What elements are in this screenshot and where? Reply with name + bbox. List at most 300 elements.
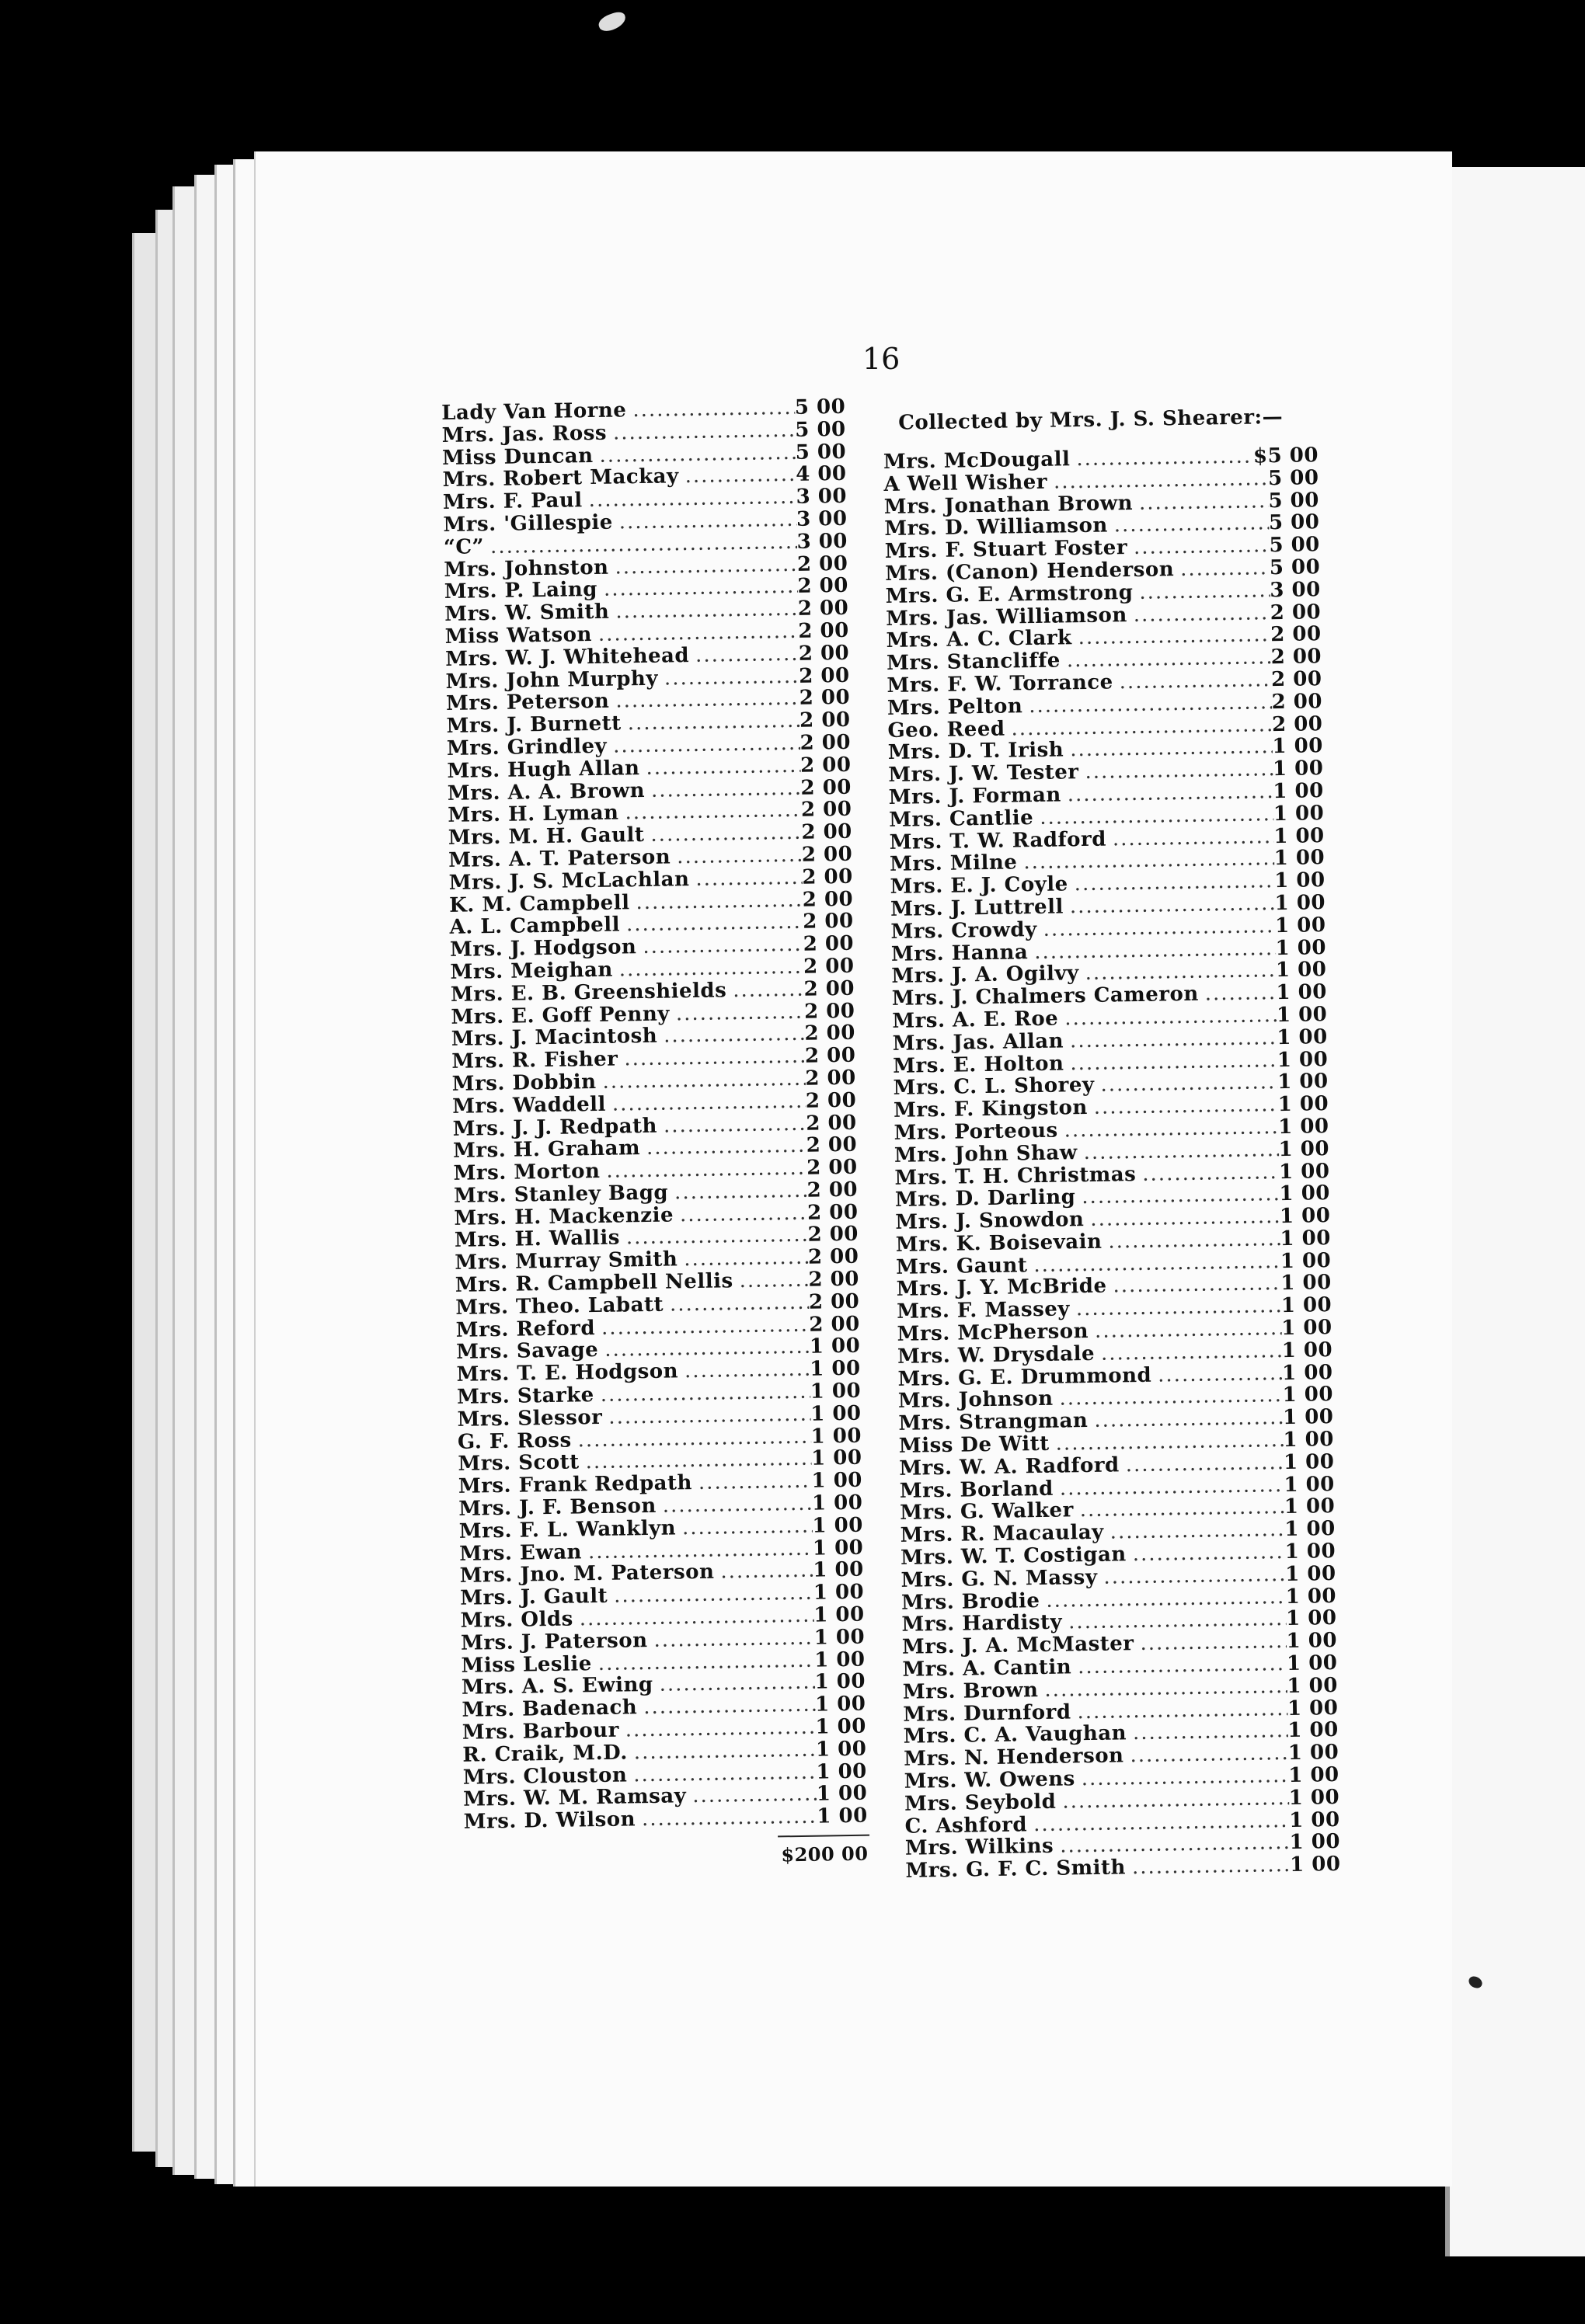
left-total: $200 00 [781, 1842, 869, 1867]
donor-name: Mrs. D. T. Irish [887, 738, 1064, 765]
donation-amount: 1 00 [1280, 1271, 1332, 1296]
donor-name: Mrs. W. M. Ramsay [463, 1784, 687, 1812]
leader-dots [1136, 1160, 1279, 1186]
donation-amount: 3 00 [796, 506, 848, 531]
donation-amount: 1 00 [810, 1356, 861, 1381]
donation-amount: 1 00 [1272, 757, 1324, 781]
donor-name: Mrs. D. Wilson [463, 1807, 636, 1834]
donor-name: Mrs. Durnford [903, 1700, 1071, 1727]
donor-name: Mrs. G. F. C. Smith [905, 1856, 1127, 1883]
donor-name: Mrs. R. Campbell Nellis [455, 1269, 733, 1297]
donation-amount: 2 00 [796, 551, 848, 576]
donation-amount: 1 00 [1277, 1114, 1329, 1139]
donor-name: A. L. Campbell [449, 913, 621, 940]
donation-amount: 1 00 [1283, 1449, 1335, 1474]
leader-dots [670, 1000, 805, 1025]
donation-amount: 1 00 [1277, 1092, 1329, 1117]
leader-dots [668, 1179, 807, 1205]
donor-name: Mrs. Jas. Williamson [885, 603, 1127, 631]
donation-amount: 2 00 [804, 1021, 856, 1046]
donor-name: Mrs. T. W. Radford [889, 827, 1107, 854]
donation-amount: 1 00 [1279, 1181, 1331, 1206]
donor-name: Mrs. C. L. Shorey [893, 1073, 1095, 1101]
donor-name: C. Ashford [904, 1812, 1028, 1839]
donation-amount: 1 00 [1280, 1226, 1332, 1251]
leader-dots [644, 821, 801, 847]
leader-dots [1108, 512, 1270, 538]
donation-amount: 2 00 [799, 708, 851, 732]
donation-amount: 2 00 [1270, 667, 1322, 692]
donation-amount: 2 00 [1270, 600, 1322, 624]
donation-amount: 4 00 [795, 462, 847, 487]
donation-amount: 1 00 [1287, 1741, 1339, 1766]
donor-name: Mrs. Hanna [890, 940, 1029, 966]
donation-amount: 1 00 [1275, 935, 1327, 960]
donor-name: Mrs. W. A. Radford [899, 1453, 1120, 1480]
donor-name: Mrs. Hardisty [901, 1611, 1063, 1637]
donation-amount: 1 00 [1287, 1696, 1339, 1720]
donor-name: Mrs. H. Lyman [448, 801, 619, 828]
donation-amount: $5 00 [1252, 444, 1319, 468]
donation-amount: 1 00 [1282, 1405, 1334, 1430]
leader-dots [678, 463, 796, 488]
leader-dots [689, 866, 802, 891]
donor-name: Mrs. Badenach [462, 1696, 638, 1723]
donor-name: Mrs. Jas. Allan [892, 1029, 1064, 1056]
leader-dots [714, 1559, 813, 1584]
donation-amount: 5 00 [794, 395, 846, 419]
donor-name: Mrs. Brown [902, 1678, 1039, 1704]
donation-amount: 2 00 [806, 1200, 859, 1225]
donor-name: Mrs. Clouston [462, 1763, 628, 1790]
leader-dots [653, 1671, 815, 1696]
donor-name: Mrs. D. Darling [894, 1185, 1076, 1212]
donor-name: Mrs. T. E. Hodgson [456, 1359, 679, 1387]
donation-amount: 5 00 [1269, 555, 1321, 580]
donor-name: Mrs. Johnston [444, 555, 609, 582]
donation-amount: 1 00 [1278, 1159, 1330, 1184]
donation-amount: 2 00 [809, 1312, 860, 1337]
donor-name: Mrs. Starke [456, 1383, 594, 1409]
donor-name: Mrs. Frank Redpath [458, 1471, 693, 1499]
donation-amount: 1 00 [812, 1536, 864, 1560]
donor-name: Mrs. M. H. Gault [448, 823, 645, 851]
donor-name: Mrs. T. H. Christmas [894, 1162, 1137, 1190]
donation-amount: 1 00 [1273, 846, 1325, 871]
donor-name: Mrs. F. W. Torrance [887, 670, 1113, 698]
donation-amount: 2 00 [803, 954, 855, 979]
donation-amount: 1 00 [1275, 958, 1327, 983]
donation-amount: 1 00 [812, 1513, 864, 1538]
left-donor-rows [441, 395, 868, 1833]
donor-name: Mrs. Crowdy [890, 917, 1037, 944]
donation-amount: 1 00 [1277, 1070, 1329, 1094]
donor-name: Mrs. John Shaw [894, 1140, 1078, 1167]
leader-dots [657, 1112, 806, 1137]
donation-amount: 1 00 [1282, 1383, 1334, 1407]
donor-name: Mrs. J. Paterson [460, 1628, 648, 1655]
donation-amount: 2 00 [806, 1111, 857, 1136]
donation-amount: 2 00 [802, 887, 854, 912]
donation-amount: 1 00 [1289, 1853, 1341, 1877]
leader-dots [1113, 668, 1271, 694]
donor-name: Mrs. G. N. Massy [900, 1565, 1098, 1592]
donation-amount: 2 00 [801, 819, 853, 844]
donation-amount: 1 00 [814, 1670, 866, 1695]
donor-name: Geo. Reed [887, 717, 1005, 743]
donor-name: Mrs. J. Macintosh [451, 1025, 658, 1052]
leader-dots [636, 1805, 817, 1832]
donor-name: Mrs. J. Hodgson [449, 935, 637, 962]
donation-amount: 2 00 [800, 798, 852, 823]
donation-amount: 1 00 [1284, 1472, 1335, 1497]
donor-name: Mrs. Morton [453, 1160, 601, 1185]
donor-name: Mrs. H. Wallis [454, 1226, 621, 1253]
donation-amount: 2 00 [803, 931, 855, 956]
donation-amount: 1 00 [1284, 1539, 1336, 1564]
donation-amount: 1 00 [813, 1647, 866, 1672]
leader-dots [1133, 489, 1269, 515]
donation-amount: 2 00 [805, 1066, 856, 1091]
donation-amount: 1 00 [1287, 1718, 1339, 1743]
donor-name: Mrs. McDougall [883, 447, 1071, 474]
donation-amount: 1 00 [1287, 1673, 1339, 1698]
donation-amount: 1 00 [809, 1334, 861, 1359]
donation-amount: 1 00 [1281, 1316, 1332, 1341]
donor-name: Mrs. G. Walker [900, 1498, 1075, 1526]
donor-name: Mrs. J. Gault [459, 1585, 608, 1611]
donor-name: Mrs. Pelton [887, 694, 1023, 720]
donation-amount: 2 00 [804, 1043, 856, 1068]
donation-amount: 2 00 [808, 1289, 860, 1314]
donation-amount: 2 00 [1270, 622, 1322, 647]
donation-amount: 1 00 [813, 1602, 865, 1627]
donor-name: Mrs. H. Mackenzie [454, 1203, 674, 1230]
donation-amount: 1 00 [1277, 1047, 1329, 1072]
donor-name: Mrs. Reford [455, 1316, 596, 1342]
leader-dots [671, 844, 802, 869]
donor-name: Mrs. Porteous [894, 1119, 1058, 1145]
donor-name: Mrs. Stanley Bagg [453, 1181, 669, 1208]
donor-name: Mrs. Milne [889, 851, 1018, 877]
donation-amount: 2 00 [806, 1133, 858, 1158]
donor-name: Mrs. John Murphy [445, 666, 659, 694]
leader-dots [1174, 556, 1270, 581]
donor-name: Mrs. J. A. McMaster [901, 1632, 1134, 1660]
donation-amount: 2 00 [798, 618, 849, 643]
leader-dots [1126, 1540, 1285, 1566]
donation-amount: 1 00 [811, 1491, 863, 1515]
leader-dots [645, 776, 801, 802]
donation-amount: 1 00 [1273, 823, 1325, 848]
donor-name: Mrs. Waddell [452, 1092, 607, 1119]
donor-name: R. Craik, M.D. [462, 1741, 629, 1767]
donation-amount: 2 00 [800, 775, 852, 800]
donation-amount: 2 00 [798, 641, 850, 666]
donation-amount: 5 00 [1268, 510, 1320, 535]
donation-amount: 1 00 [1273, 779, 1324, 804]
donor-name: Mrs. J. W. Tester [888, 760, 1079, 788]
donor-name: Mrs. K. Boisevain [895, 1230, 1103, 1257]
donation-amount: 2 00 [797, 574, 849, 599]
left-donor-list [441, 395, 869, 1875]
leader-dots [689, 642, 799, 667]
donor-name: Mrs. Theo. Labatt [455, 1292, 664, 1320]
leader-dots [1133, 579, 1270, 604]
donation-amount: 1 00 [1288, 1763, 1339, 1788]
donation-amount: 2 00 [799, 730, 852, 755]
donor-name: Mrs. N. Henderson [904, 1744, 1124, 1772]
donor-name: Mrs. Scott [458, 1450, 580, 1477]
donation-amount: 1 00 [813, 1625, 866, 1650]
right-donor-rows [883, 444, 1341, 1882]
donation-amount: 1 00 [1276, 1003, 1328, 1028]
donation-amount: 1 00 [817, 1804, 868, 1828]
donor-name: Mrs. Barbour [462, 1718, 620, 1745]
donation-amount: 1 00 [1283, 1428, 1335, 1452]
donor-name: Mrs. F. Massey [896, 1297, 1071, 1324]
leader-dots [664, 1291, 809, 1317]
leader-dots [657, 1022, 805, 1048]
donation-amount: 2 00 [803, 910, 854, 934]
donor-name: Mrs. J. Y. McBride [896, 1275, 1107, 1302]
donation-amount: 1 00 [1280, 1293, 1332, 1318]
donation-amount: 1 00 [1286, 1629, 1338, 1654]
donation-amount: 1 00 [1274, 913, 1326, 938]
donor-name: Mrs. G. E. Drummond [897, 1363, 1152, 1391]
donation-amount: 1 00 [1285, 1561, 1336, 1586]
donor-name: Mrs. 'Gillespie [443, 510, 614, 537]
donor-name: Mrs. E. J. Coyle [890, 872, 1068, 899]
donation-amount: 2 00 [803, 976, 855, 1001]
donor-name: Mrs. Murray Smith [455, 1247, 678, 1275]
donation-amount: 1 00 [1279, 1204, 1331, 1229]
donor-name: Mrs. W. Owens [904, 1767, 1076, 1793]
donor-name: Mrs. Gaunt [896, 1253, 1028, 1279]
donor-name: Mrs. E. Goff Penny [451, 1001, 671, 1029]
donation-amount: 1 00 [816, 1782, 868, 1807]
donor-name: Mrs. Slessor [457, 1405, 603, 1432]
donation-amount: 5 00 [1269, 533, 1320, 558]
donation-amount: 1 00 [1285, 1606, 1337, 1631]
donor-name: Mrs. F. L. Wanklyn [458, 1516, 677, 1543]
donation-amount: 1 00 [813, 1558, 864, 1583]
donor-name: Mrs. F. Stuart Foster [884, 536, 1128, 564]
donor-name: Mrs. McPherson [897, 1320, 1089, 1346]
leader-dots [639, 754, 800, 780]
donor-name: Mrs. A. C. Clark [886, 626, 1072, 653]
donor-name: Mrs. J. S. McLachlan [448, 867, 690, 895]
donor-name: A Well Wisher [883, 470, 1048, 496]
donation-amount: 3 00 [796, 529, 848, 554]
leader-dots [678, 1358, 810, 1383]
donation-amount: 1 00 [811, 1468, 863, 1493]
donation-amount: 1 00 [1277, 1025, 1328, 1049]
donation-amount: 1 00 [1284, 1494, 1336, 1519]
donor-name: Mrs. A. T. Paterson [448, 845, 671, 872]
donor-name: Mrs. Jno. M. Paterson [459, 1560, 715, 1588]
donation-amount: 3 00 [796, 485, 848, 510]
donation-amount: 1 00 [1286, 1651, 1338, 1676]
donor-name: Mrs. Savage [455, 1338, 599, 1365]
donation-amount: 2 00 [1270, 645, 1322, 670]
donor-name: Mrs. D. Williamson [884, 513, 1109, 541]
donor-name: G. F. Ross [457, 1428, 572, 1454]
donor-name: Mrs. R. Fisher [451, 1047, 618, 1074]
donor-name: Mrs. P. Laing [444, 578, 598, 604]
donor-name: Mrs. J. Snowdon [895, 1208, 1085, 1234]
donor-name: Miss Leslie [461, 1651, 593, 1678]
donation-amount: 1 00 [1276, 980, 1328, 1005]
donor-name: Mrs. W. Drysdale [897, 1341, 1096, 1369]
leader-dots [676, 1515, 813, 1540]
donor-name: Mrs. J. Burnett [446, 711, 622, 739]
donation-amount: 1 00 [1281, 1338, 1333, 1362]
leader-dots [1127, 534, 1270, 559]
donor-name: Mrs. Jas. Ross [441, 421, 608, 447]
donation-amount: 2 00 [803, 999, 855, 1024]
donation-amount: 1 00 [814, 1692, 866, 1717]
donor-name: Mrs. R. Macaulay [900, 1520, 1104, 1548]
leader-dots [658, 664, 799, 690]
donation-amount: 1 00 [1273, 868, 1325, 893]
donation-amount: 1 00 [1284, 1517, 1336, 1542]
donor-name: Mrs. J. Chalmers Cameron [891, 982, 1199, 1011]
donor-name: Mrs. W. J. Whitehead [444, 643, 690, 671]
donor-name: Mrs. Seybold [904, 1790, 1057, 1816]
donation-amount: 1 00 [1285, 1584, 1337, 1609]
leader-dots [692, 1470, 812, 1494]
donor-name: Mrs. Brodie [900, 1588, 1040, 1615]
donation-amount: 1 00 [1280, 1248, 1332, 1273]
donation-amount: 3 00 [1270, 577, 1321, 602]
donation-amount: 1 00 [810, 1379, 862, 1404]
donor-name: Mrs. F. Kingston [893, 1096, 1088, 1122]
donor-name: Lady Van Horne [441, 398, 627, 425]
collector-heading: Collected by Mrs. J. S. Shearer:— [897, 405, 1284, 435]
donation-amount: 2 00 [799, 686, 851, 711]
donation-amount: 2 00 [1271, 689, 1323, 714]
donation-amount: 2 00 [799, 663, 850, 688]
donation-amount: 2 00 [1271, 711, 1323, 736]
donor-name: Mrs. H. Graham [452, 1136, 641, 1164]
donation-amount: 2 00 [808, 1267, 860, 1292]
donation-amount: 1 00 [1274, 891, 1326, 916]
leader-dots [1126, 1853, 1291, 1879]
donation-amount: 2 00 [806, 1178, 859, 1202]
donation-amount: 5 00 [795, 440, 847, 464]
donation-amount: 1 00 [813, 1580, 865, 1605]
donation-amount: 5 00 [1267, 465, 1319, 491]
donation-amount: 1 00 [810, 1424, 862, 1449]
donation-amount: 1 00 [1272, 734, 1324, 759]
leader-dots [726, 977, 804, 1002]
donor-name: Mrs. (Canon) Henderson [885, 558, 1175, 586]
donor-name: Mrs. E. B. Greenshields [450, 979, 727, 1007]
donor-name: Mrs. W. T. Costigan [900, 1543, 1127, 1570]
donation-amount: 1 00 [816, 1759, 867, 1784]
leader-dots [674, 1201, 808, 1226]
leader-dots [1127, 601, 1271, 627]
donor-name: Mrs. W. Smith [444, 600, 610, 627]
donation-amount: 5 00 [795, 417, 846, 442]
donor-name: Miss Watson [444, 622, 593, 649]
donor-name: Mrs. Peterson [445, 690, 610, 716]
leader-dots [1151, 1362, 1282, 1387]
donation-amount: 5 00 [1268, 488, 1320, 513]
facing-page [1445, 167, 1585, 2256]
donor-name: Mrs. Jonathan Brown [883, 491, 1134, 519]
donation-amount: 1 00 [1288, 1807, 1340, 1832]
donation-amount: 2 00 [802, 865, 853, 889]
leader-dots [1134, 1630, 1287, 1655]
donor-name: Mrs. Strangman [898, 1409, 1089, 1436]
leader-dots [1198, 981, 1276, 1006]
donor-name: Miss Duncan [441, 444, 594, 470]
donor-name: Mrs. Borland [899, 1477, 1054, 1503]
donation-amount: 1 00 [1278, 1136, 1330, 1161]
donation-amount: 1 00 [1281, 1360, 1333, 1385]
scan-smudge [597, 9, 629, 33]
donor-name: Mrs. Stancliffe [886, 649, 1061, 676]
donor-name: Mrs. Grindley [446, 734, 608, 760]
donation-amount: 2 00 [799, 753, 852, 778]
donor-name: Mrs. A. S. Ewing [461, 1673, 653, 1700]
donation-amount: 1 00 [1273, 801, 1325, 826]
donation-amount: 1 00 [815, 1737, 867, 1762]
donor-name: Mrs. A. A. Brown [447, 778, 646, 805]
leader-dots [733, 1268, 808, 1293]
donation-amount: 2 00 [801, 842, 853, 867]
donation-amount: 1 00 [1288, 1785, 1340, 1810]
donation-amount: 2 00 [807, 1223, 859, 1247]
donation-amount: 2 00 [807, 1244, 859, 1270]
donor-name: “C” [443, 534, 485, 559]
donor-name: Mrs. Dobbin [451, 1070, 597, 1096]
donor-name: Mrs. J. J. Redpath [452, 1114, 658, 1141]
donor-name: Mrs. A. Cantin [902, 1655, 1072, 1682]
donation-amount: 2 00 [806, 1155, 858, 1180]
donor-name: Mrs. E. Holton [892, 1051, 1064, 1078]
donor-name: Mrs. Meighan [450, 958, 614, 984]
donor-name: Mrs. J. Luttrell [890, 895, 1064, 921]
donation-amount: 2 00 [797, 596, 849, 621]
donor-name: Mrs. Ewan [459, 1539, 583, 1566]
donor-name: Mrs. Cantlie [889, 805, 1034, 832]
donation-amount: 1 00 [815, 1714, 867, 1739]
donor-name: Mrs. Wilkins [904, 1835, 1054, 1861]
leader-dots [686, 1783, 817, 1808]
leader-dots [1127, 1719, 1288, 1745]
donor-name: Mrs. F. Paul [442, 489, 583, 515]
donor-name: Mrs. J. Forman [888, 783, 1061, 809]
donor-name: Mrs. Olds [460, 1607, 573, 1633]
donor-name: Mrs. Hugh Allan [447, 756, 640, 783]
donor-name: Mrs. C. A. Vaughan [903, 1721, 1127, 1749]
leader-dots [678, 1246, 808, 1272]
donation-amount: 2 00 [805, 1088, 857, 1113]
donor-name: Mrs. J. F. Benson [458, 1494, 657, 1521]
page-number: 16 [862, 342, 900, 376]
donor-name: Mrs. Robert Mackay [442, 464, 679, 492]
donor-name: Miss De Witt [898, 1432, 1050, 1458]
right-donor-list [883, 405, 1341, 1882]
donation-amount: 1 00 [810, 1401, 862, 1426]
donor-name: Mrs. A. E. Roe [892, 1007, 1059, 1033]
donor-name: K. M. Campbell [448, 890, 630, 917]
donor-name: Mrs. G. E. Armstrong [885, 580, 1134, 608]
leader-dots [656, 1492, 812, 1518]
